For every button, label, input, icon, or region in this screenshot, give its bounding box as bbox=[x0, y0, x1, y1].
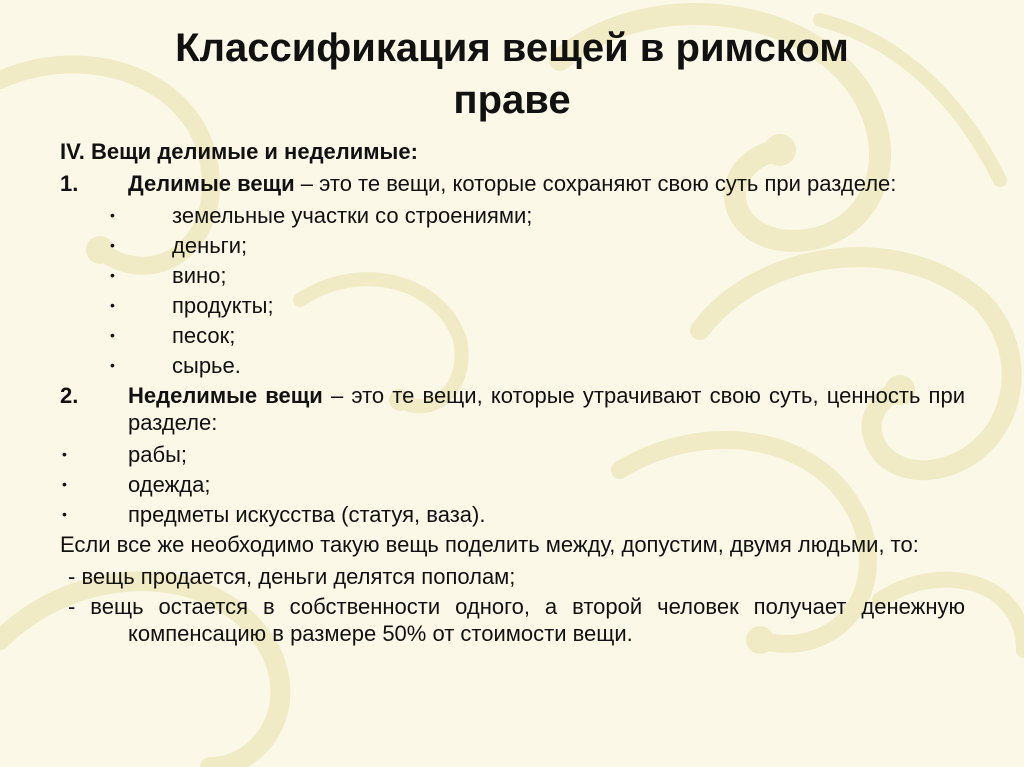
list-item bbox=[60, 262, 965, 289]
list-item-text: сырье. bbox=[172, 353, 241, 378]
list-item-text: земельные участки со строениями; bbox=[172, 203, 533, 228]
item-divisible bbox=[60, 170, 965, 197]
bullet-icon: • bbox=[110, 237, 115, 253]
bullet-icon: • bbox=[110, 357, 115, 373]
title-line-1: Классификация вещей в римском bbox=[175, 26, 849, 70]
slide-content bbox=[60, 138, 965, 650]
option-compensation: - вещь остается в собственности одного, а второй человек получает денежную компенсацию в размере 50% от стоимости вещи. bbox=[68, 594, 965, 646]
bullet-icon: • bbox=[62, 446, 67, 462]
list-item bbox=[60, 441, 965, 468]
list-item-text: деньги; bbox=[172, 233, 248, 258]
list-item-text: предметы искусства (статуя, ваза). bbox=[128, 502, 486, 527]
title-line-2: праве bbox=[453, 78, 571, 122]
list-item bbox=[60, 352, 965, 379]
list-item bbox=[60, 501, 965, 528]
list-item bbox=[60, 202, 965, 229]
bullet-icon: • bbox=[110, 327, 115, 343]
bullet-icon: • bbox=[62, 476, 67, 492]
item-number: 2. bbox=[60, 383, 79, 408]
list-item-text: одежда; bbox=[128, 472, 211, 497]
list-item bbox=[60, 471, 965, 498]
section-heading: IV. Вещи делимые и неделимые: bbox=[60, 139, 418, 164]
list-item bbox=[60, 232, 965, 259]
bullet-icon: • bbox=[62, 506, 67, 522]
bullet-icon: • bbox=[110, 207, 115, 223]
list-item bbox=[60, 322, 965, 349]
list-item bbox=[60, 292, 965, 319]
list-item-text: рабы; bbox=[128, 442, 187, 467]
list-item-text: вино; bbox=[172, 263, 227, 288]
note-paragraph: Если все же необходимо такую вещь поделить между, допустим, двумя людьми, то: bbox=[60, 532, 919, 557]
item-indivisible bbox=[60, 382, 965, 436]
item-term: Неделимые вещи bbox=[128, 383, 323, 408]
option-sell: - вещь продается, деньги делятся пополам; bbox=[68, 564, 516, 589]
list-item-text: песок; bbox=[172, 323, 236, 348]
item-term: Делимые вещи bbox=[128, 171, 295, 196]
item-definition: – это те вещи, которые утрачивают свою суть, ценность при разделе: bbox=[128, 383, 965, 435]
slide-title bbox=[100, 22, 924, 126]
item-number: 1. bbox=[60, 171, 79, 196]
list-item-text: продукты; bbox=[172, 293, 274, 318]
item-definition: – это те вещи, которые сохраняют свою суть при разделе: bbox=[294, 171, 897, 196]
bullet-icon: • bbox=[110, 267, 115, 283]
bullet-icon: • bbox=[110, 297, 115, 313]
